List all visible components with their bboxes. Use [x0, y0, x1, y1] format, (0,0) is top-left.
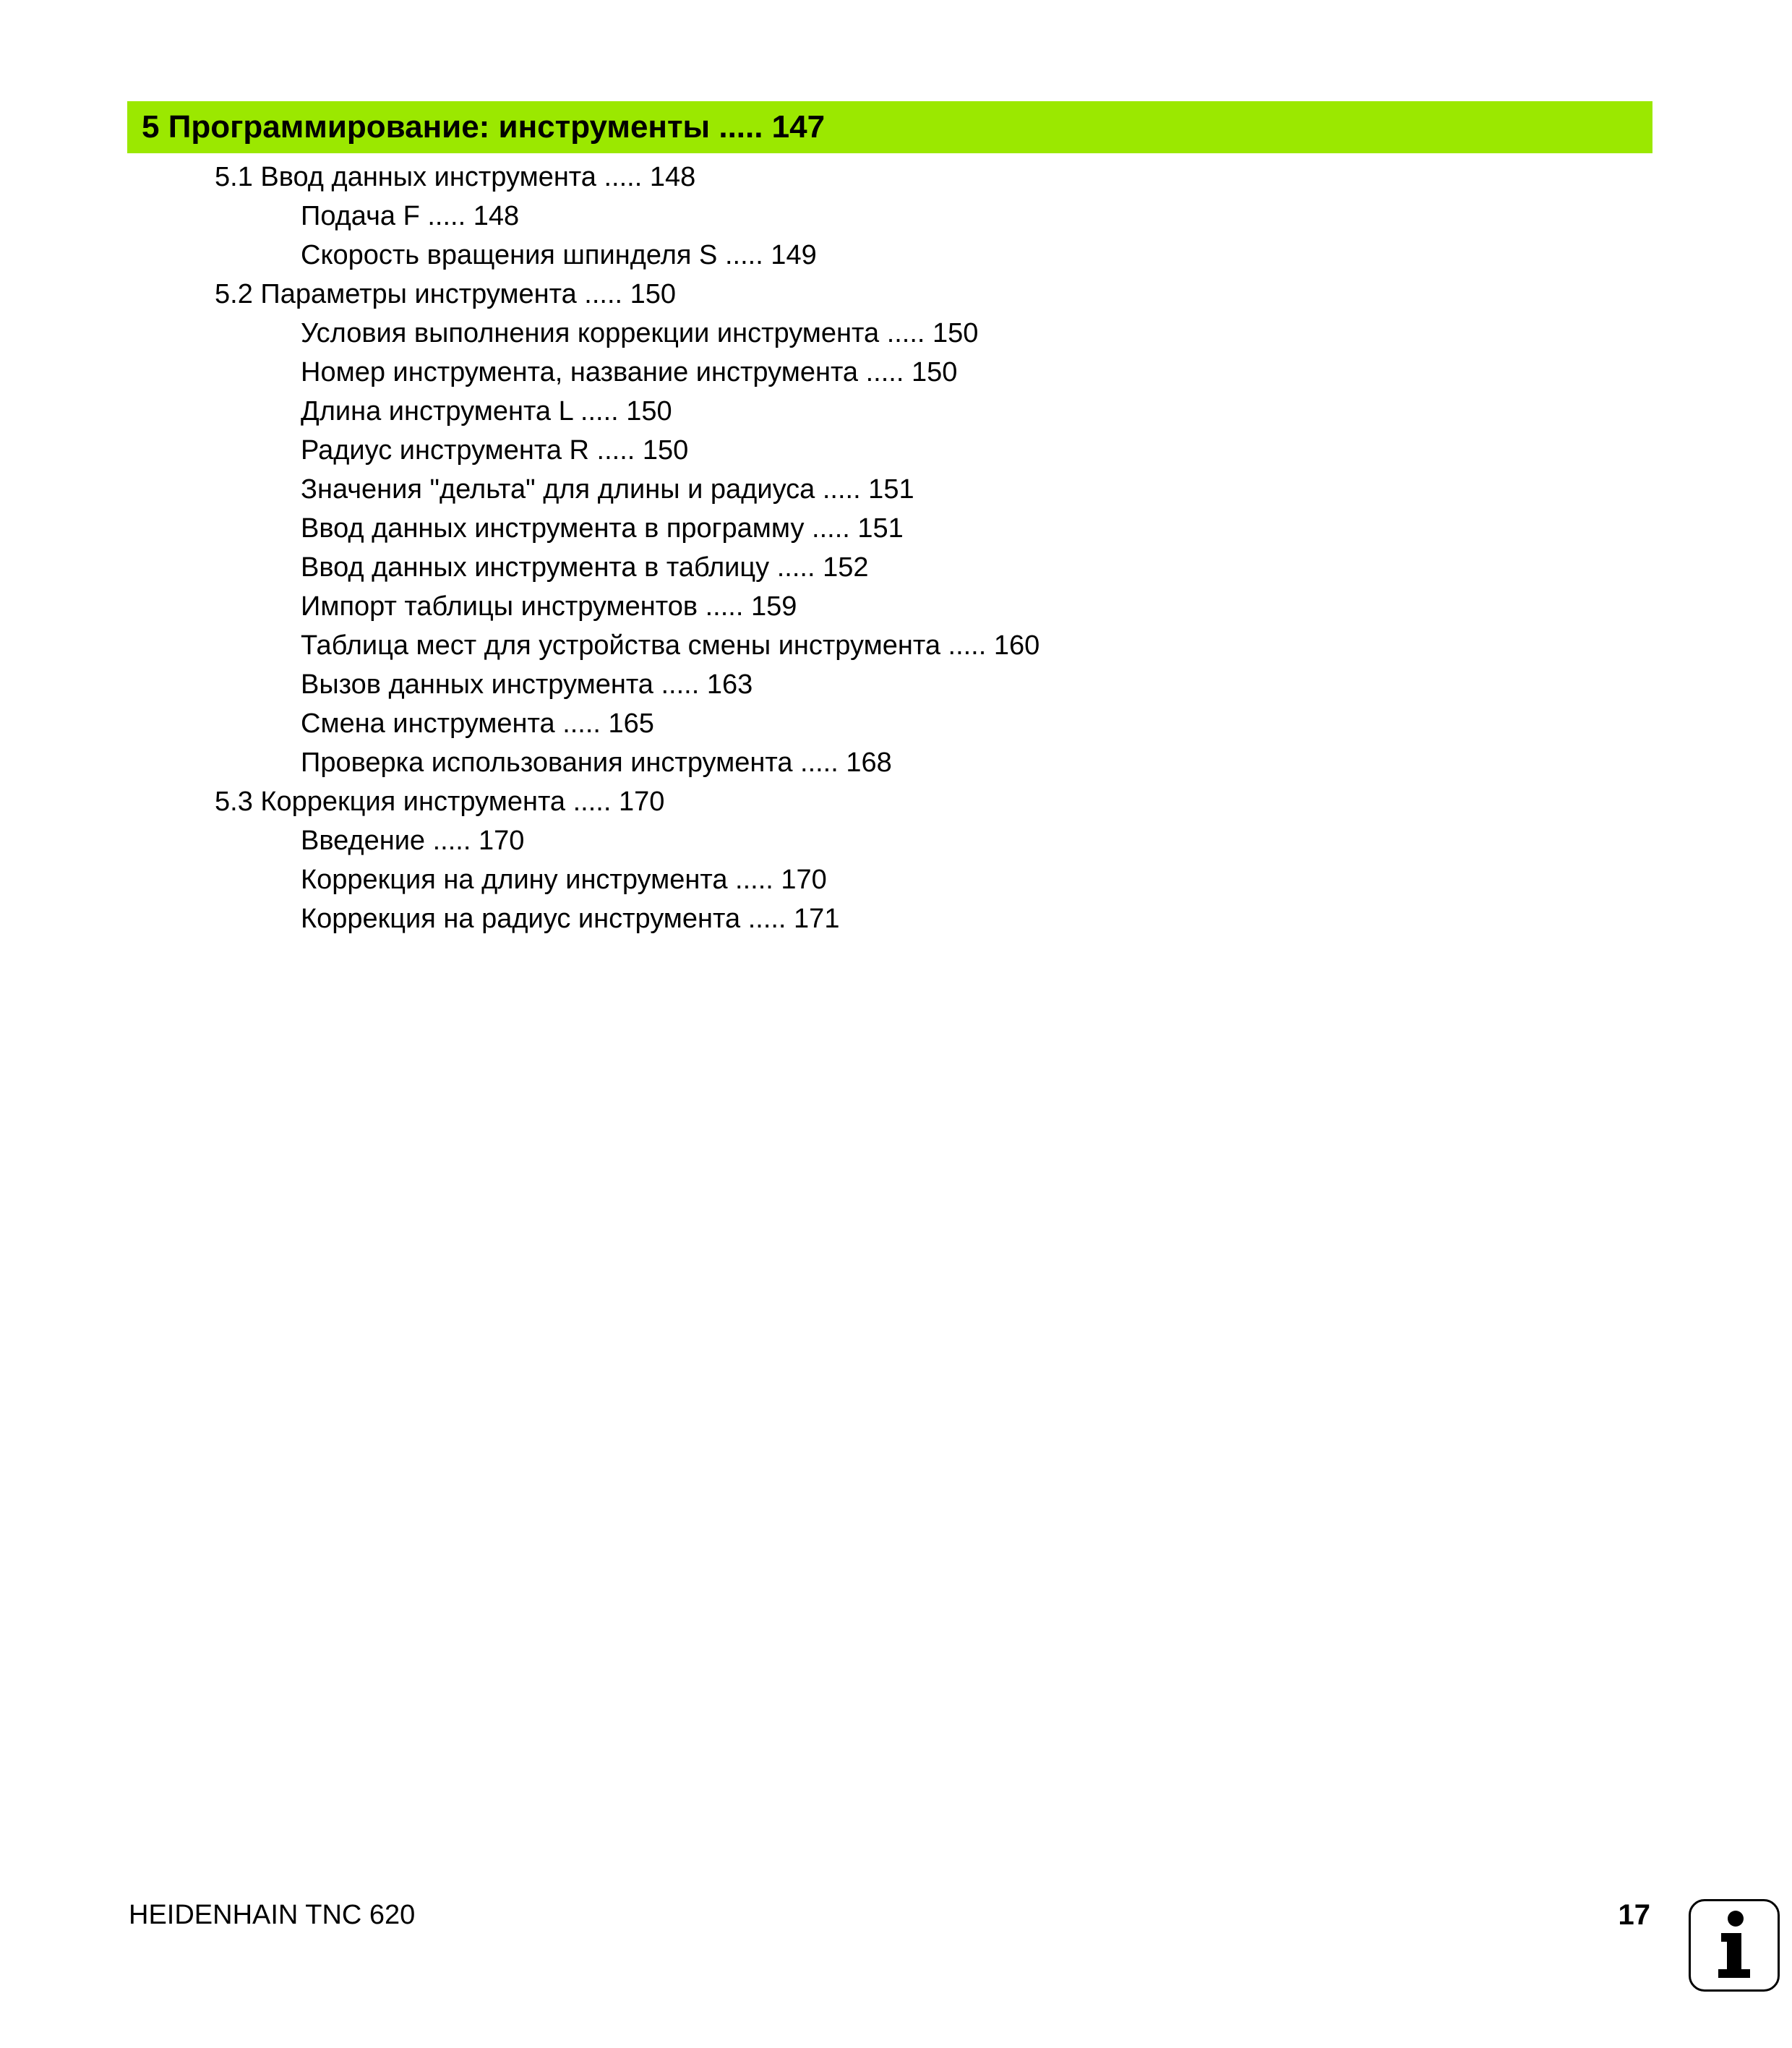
chapter-title[interactable]: 5 Программирование: инструменты ..... 147: [142, 109, 826, 145]
toc-subsection-entry[interactable]: Значения "дельта" для длины и радиуса ..... 151: [301, 474, 914, 505]
toc-subsection-entry[interactable]: Номер инструмента, название инструмента ..... 150: [301, 357, 958, 387]
toc-subsection-entry[interactable]: Смена инструмента ..... 165: [301, 708, 654, 739]
toc-section-entry[interactable]: 5.2 Параметры инструмента ..... 150: [215, 279, 677, 309]
toc-subsection-entry[interactable]: Коррекция на длину инструмента ..... 170: [301, 865, 827, 895]
footer-product-name: HEIDENHAIN TNC 620: [129, 1900, 416, 1930]
toc-subsection-entry[interactable]: Коррекция на радиус инструмента ..... 171: [301, 904, 840, 934]
toc-subsection-entry[interactable]: Ввод данных инструмента в программу ..... 151: [301, 513, 904, 544]
toc-subsection-entry[interactable]: Проверка использования инструмента ..... 168: [301, 747, 892, 778]
toc-subsection-entry[interactable]: Вызов данных инструмента ..... 163: [301, 669, 753, 700]
toc-section-entry[interactable]: 5.1 Ввод данных инструмента ..... 148: [215, 162, 696, 192]
toc-subsection-entry[interactable]: Введение ..... 170: [301, 826, 525, 856]
page-number: 17: [1618, 1899, 1650, 1931]
toc-subsection-entry[interactable]: Подача F ..... 148: [301, 201, 520, 231]
toc-section-entry[interactable]: 5.3 Коррекция инструмента ..... 170: [215, 787, 665, 817]
toc-subsection-entry[interactable]: Условия выполнения коррекции инструмента ..... 150: [301, 318, 979, 348]
toc-subsection-entry[interactable]: Ввод данных инструмента в таблицу ..... 152: [301, 552, 869, 583]
toc-subsection-entry[interactable]: Таблица мест для устройства смены инструмента ..... 160: [301, 630, 1040, 661]
info-icon: [1689, 1899, 1780, 1992]
toc-subsection-entry[interactable]: Радиус инструмента R ..... 150: [301, 435, 689, 466]
toc-subsection-entry[interactable]: Импорт таблицы инструментов ..... 159: [301, 591, 797, 622]
toc-subsection-entry[interactable]: Скорость вращения шпинделя S ..... 149: [301, 240, 817, 270]
chapter-heading-bar: [127, 101, 1652, 153]
toc-subsection-entry[interactable]: Длина инструмента L ..... 150: [301, 396, 672, 427]
